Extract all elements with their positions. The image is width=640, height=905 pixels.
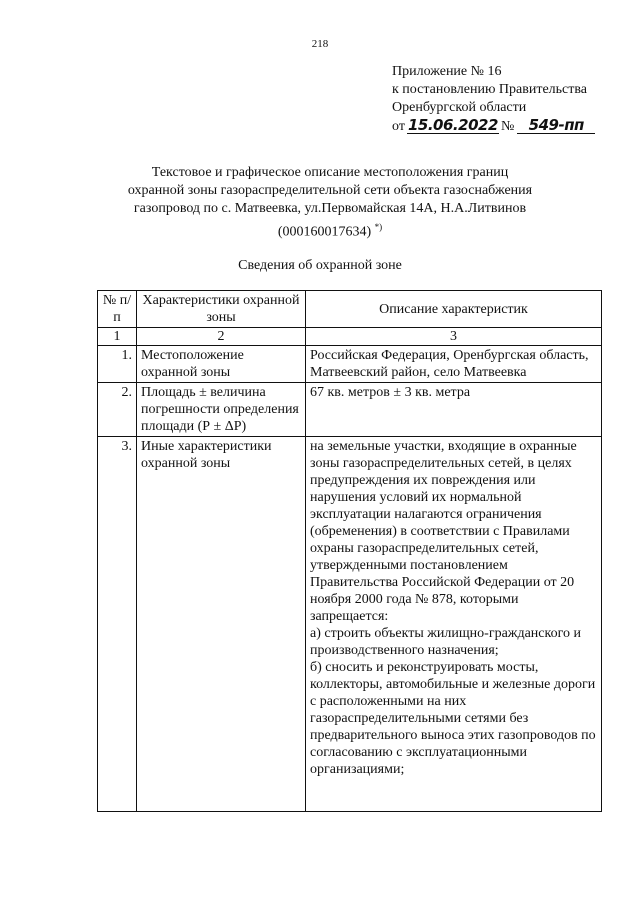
row-number: 2. (98, 383, 137, 437)
row-characteristic: Местоположение охранной зоны (137, 346, 306, 383)
handwritten-number: 549-пп (517, 117, 595, 134)
description-item-a: а) строить объекты жилищно-гражданского и производственного назначения; (310, 626, 581, 658)
handwritten-date: 15.06.2022 (407, 116, 498, 134)
table-row (98, 437, 602, 812)
appendix-from-label: от (392, 119, 405, 134)
section-title: Сведения об охранной зоне (238, 258, 402, 273)
row-description (306, 437, 602, 812)
title-line-3: газопровод по с. Матвеевка, ул.Первомайская 14А, Н.А.Литвинов (133, 201, 527, 216)
table-header-row (98, 291, 602, 328)
row-description (306, 346, 602, 383)
title-code: (000160017634) (277, 224, 372, 240)
description-paragraph: Российская Федерация, Оренбургская область, Матвеевский район, село Матвеевка (310, 348, 589, 380)
header-description: Описание характеристик (306, 291, 602, 328)
title-line-1: Текстовое и графическое описание местоположения границ (151, 165, 509, 180)
page-number: 218 (311, 38, 329, 50)
title-line-4 (60, 218, 600, 242)
description-paragraph: 67 кв. метров ± 3 кв. метра (310, 385, 471, 400)
header-characteristic: Характеристики охранной зоны (137, 291, 306, 328)
zone-info-table (97, 290, 602, 812)
description-item-b: б) сносить и реконструировать мосты, коллекторы, автомобильные и железные дороги с расположенными на них газораспределительными сетями без предварительного выноса этих газопроводов по согласованию с эксплуатационными организациями; (310, 660, 596, 777)
row-number: 3. (98, 437, 137, 812)
row-characteristic: Площадь ± величина погрешности определения площади (Р ± ΔР) (137, 383, 306, 437)
title-line-2: охранной зоны газораспределительной сети объекта газоснабжения (127, 183, 533, 198)
appendix-line-1: Приложение № 16 (392, 64, 502, 79)
description-paragraph: на земельные участки, входящие в охранные зоны газораспределительных сетей, в целях предупреждения их повреждения или нарушения условий их нормальной эксплуатации налагаются ограничения (обременения) в соответствии с Правилами охраны газораспределительных сетей, утвержденными постановлением Правительства Российской Федерации от 20 ноября 2000 года № 878, которыми запрещается: (310, 439, 577, 624)
document-title (60, 164, 600, 242)
row-characteristic: Иные характеристики охранной зоны (137, 437, 306, 812)
footnote-mark: *) (374, 222, 383, 232)
appendix-number-label: № (500, 119, 515, 134)
index-col-1: 1 (98, 328, 137, 346)
appendix-date-line (392, 117, 632, 136)
row-description (306, 383, 602, 437)
row-number: 1. (98, 346, 137, 383)
appendix-line-2: к постановлению Правительства (392, 82, 588, 97)
table-index-row (98, 328, 602, 346)
index-col-2: 2 (137, 328, 306, 346)
header-number: № п/п (98, 291, 137, 328)
appendix-block (392, 63, 632, 136)
index-col-3: 3 (306, 328, 602, 346)
appendix-line-3: Оренбургской области (392, 100, 527, 115)
table-row (98, 383, 602, 437)
table-row (98, 346, 602, 383)
